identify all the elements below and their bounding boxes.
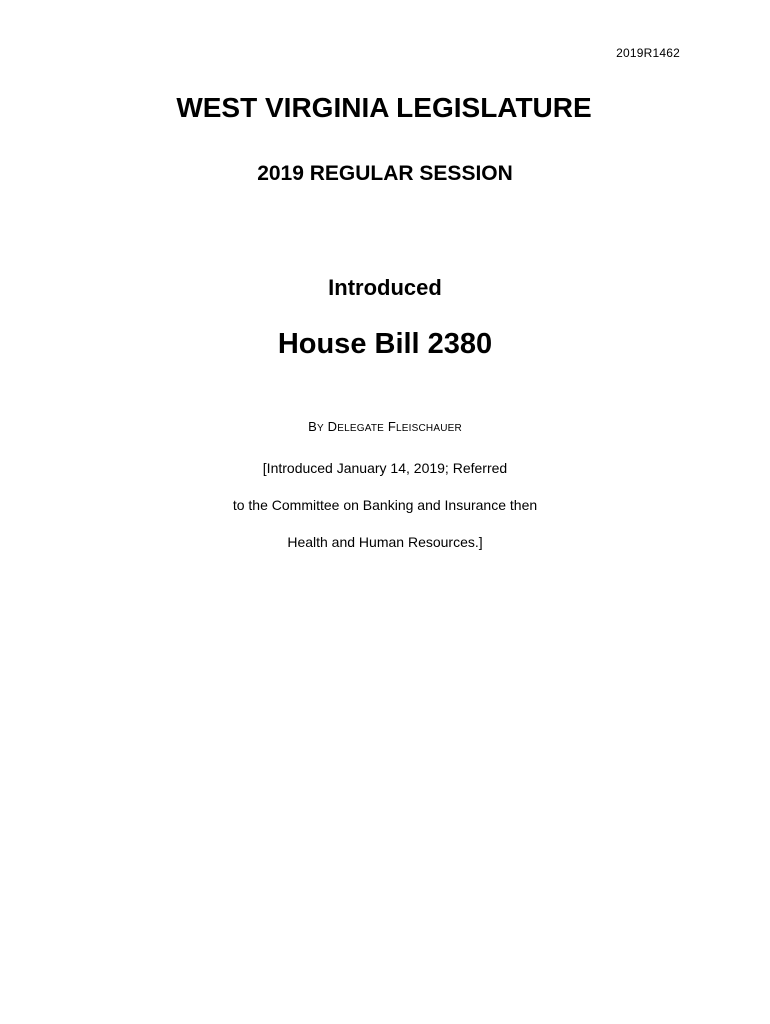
bill-title: House Bill 2380	[277, 328, 493, 360]
sponsor-line	[0, 419, 770, 434]
session-heading: 2019 REGULAR SESSION	[257, 162, 513, 185]
introduction-line-2: to the Committee on Banking and Insurance then	[232, 497, 538, 513]
document-id: 2019R1462	[616, 46, 680, 60]
sponsor-text: BY DELEGATE FLEISCHAUER	[308, 419, 462, 434]
legislature-heading: WEST VIRGINIA LEGISLATURE	[176, 92, 592, 123]
bill-status: Introduced	[328, 275, 442, 300]
introduction-line-3: Health and Human Resources.]	[287, 534, 483, 550]
introduction-line-1: [Introduced January 14, 2019; Referred	[262, 460, 508, 476]
